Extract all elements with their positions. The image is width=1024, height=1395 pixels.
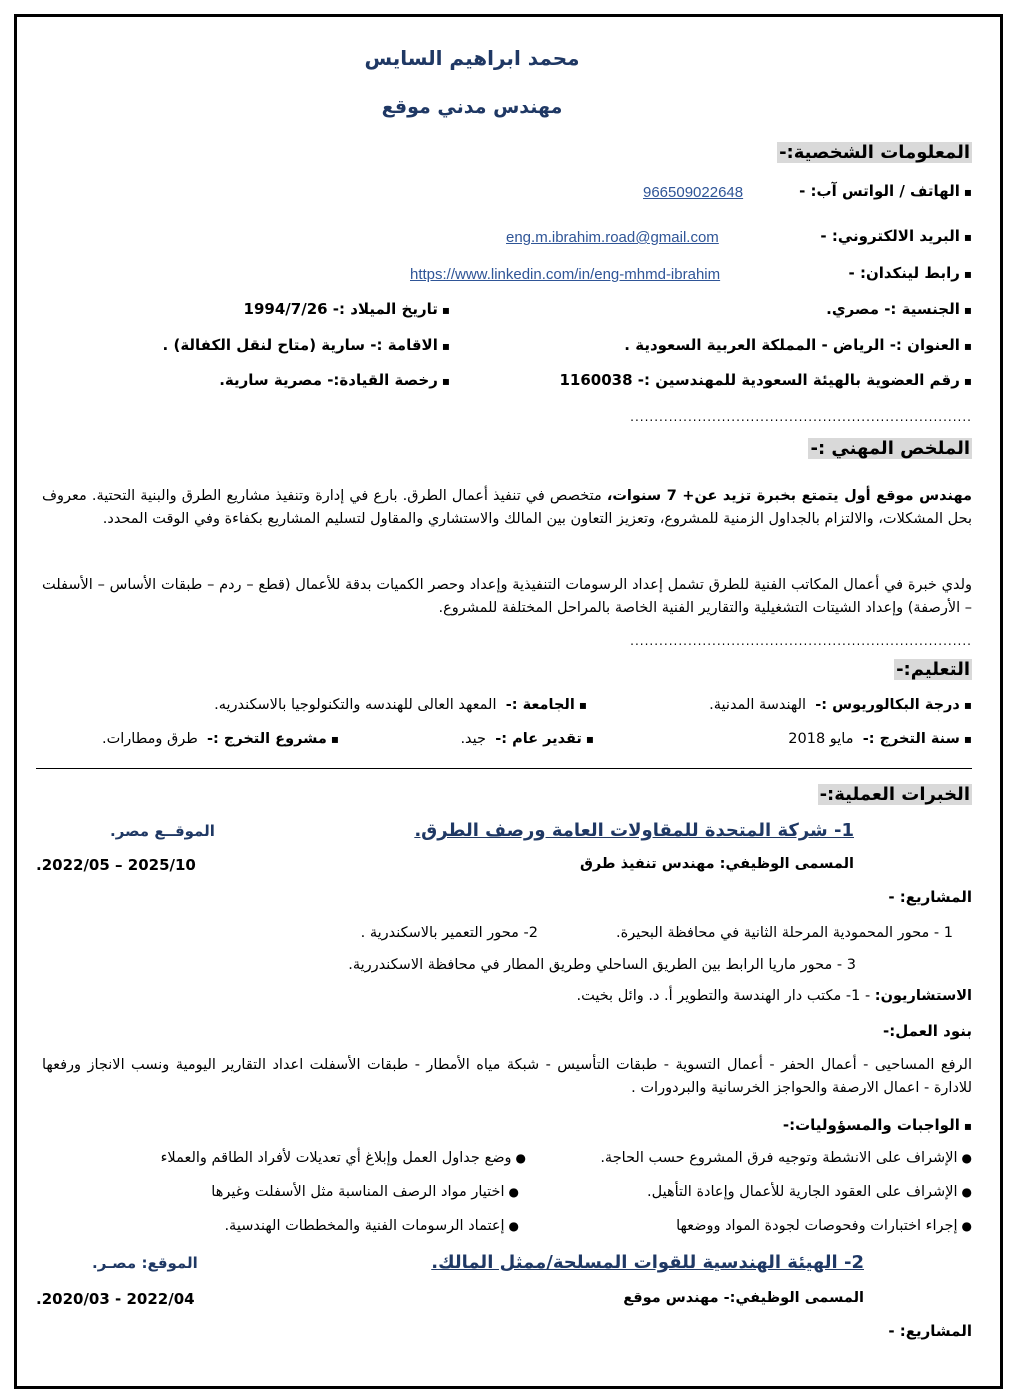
phone-label: الهاتف / الواتس آب: - — [799, 182, 960, 200]
summary-lead: مهندس موقع أول يتمتع بخبرة تزيد عن+ 7 سنوات، — [606, 488, 972, 504]
membership: ▪رقم العضوية بالهيئة السعودية للمهندسين :- 1160038 — [559, 371, 972, 389]
dotted-divider: ....................................................................... — [630, 410, 972, 424]
job2-location: الموقع: مصـر. — [92, 1254, 198, 1272]
bullet-icon: ▪ — [963, 698, 972, 712]
duty-1: ●الإشراف على الانشطة وتوجيه فرق المشروع حسب الحاجة. — [600, 1150, 972, 1166]
job1-period: 2025/10 – 2022/05. — [36, 856, 196, 874]
job1-company: 1- شركة المتحدة للمقاولات العامة ورصف الطرق. — [414, 820, 854, 841]
linkedin-row — [849, 264, 973, 282]
job1-project-1: 1 - محور المحمودية المرحلة الثانية في محافظة البحيرة. — [615, 925, 953, 941]
job2-company: 2- الهيئة الهندسية للقوات المسلحة/ممثل المالك. — [431, 1252, 864, 1273]
linkedin-label: رابط لينكدان: - — [848, 264, 960, 282]
email-label: البريد الالكتروني: - — [820, 227, 960, 245]
bullet-icon: ▪ — [963, 267, 972, 281]
email-row — [820, 227, 972, 245]
bullet-icon: ▪ — [963, 339, 972, 353]
job1-location: الموقــع مصر. — [110, 822, 215, 840]
job1-duties-label: ▪الواجبات والمسؤوليات:- — [782, 1116, 972, 1134]
nationality: ▪الجنسية :- مصري. — [826, 300, 972, 318]
section-education: التعليم:- — [896, 659, 970, 680]
bullet-icon: ▪ — [963, 303, 972, 317]
duty-5: ●إجراء اختبارات وفحوصات لجودة المواد ووضعها — [676, 1218, 972, 1234]
job1-items-text: الرفع المساحيى - أعمال الحفر - أعمال التسوية - طبقات التأسيس - شبكة مياه الأمطار - طبقات الأسفلت اعداد التقارير اليومية ونسب الانجاز ورفعها للادارة - اعمال الارصفة والحواجز الخرسانية والبردورات . — [42, 1057, 972, 1096]
section-summary: الملخص المهني :- — [810, 438, 970, 459]
grade: ▪تقدير عام :- جيد. — [460, 731, 594, 747]
bullet-icon: ▪ — [578, 698, 587, 712]
section-personal-info: المعلومات الشخصية:- — [779, 142, 970, 163]
degree: ▪درجة البكالوريوس :- الهندسة المدنية. — [709, 697, 972, 713]
bullet-icon: ▪ — [963, 732, 972, 746]
job2-title: المسمى الوظيفي:- مهندس موقع — [623, 1290, 864, 1306]
summary-p1-text: متخصص في تنفيذ أعمال الطرق. بارع في إدارة وتنفيذ مشاريع الطرق والبنية التحتية. معروف بحل المشكلات، والالتزام بالجداول الزمنية للمشروع، وتعزيز التعاون بين المالك والاستشاري والمقاول لتسليم المشاريع بكفاءة وفي الوقت المحدد. — [42, 488, 972, 527]
duty-4: ●اختيار مواد الرصف المناسبة مثل الأسفلت وغيرها — [211, 1184, 519, 1200]
job1-projects-label: المشاريع: - — [888, 888, 972, 906]
summary-paragraph-1 — [42, 485, 972, 531]
duty-3: ●الإشراف على العقود الجارية للأعمال وإعادة التأهيل. — [646, 1184, 972, 1200]
candidate-name: محمد ابراهيم السايس — [364, 46, 580, 70]
job1-project-3: 3 - محور ماريا الرابط بين الطريق الساحلي وطريق المطار في محافظة الاسكندررية. — [348, 957, 856, 973]
bullet-icon: ▪ — [330, 732, 339, 746]
section-experience: الخبرات العملية:- — [819, 784, 970, 805]
bullet-icon: ● — [961, 1151, 972, 1165]
birthdate: ▪تاريخ الميلاد :- 1994/7/26 — [243, 300, 450, 318]
summary-paragraph-2: ولدي خبرة في أعمال المكاتب الفنية للطرق تشمل إعداد الرسومات التنفيذية وإعداد وحصر الكميات بدقة للأعمال (قطع – ردم – طبقات الأساس – الأسفلت – الأرصفة) وإعداد الشيتات التشغيلية والتقارير الفنية الخاصة بالمراحل المختلفة للمشروع. — [42, 577, 972, 616]
bullet-icon: ● — [515, 1151, 526, 1165]
bullet-icon: ▪ — [441, 303, 450, 317]
job2-period: 2022/04 - 2020/03. — [36, 1290, 195, 1308]
job1-title: المسمى الوظيفي: مهندس تنفيذ طرق — [579, 856, 854, 872]
bullet-icon: ▪ — [441, 374, 450, 388]
duty-6: ●إعتماد الرسومات الفنية والمخططات الهندسية. — [224, 1218, 519, 1234]
university: ▪الجامعة :- المعهد العالى للهندسه والتكنولوجيا بالاسكندريه. — [214, 697, 587, 713]
bullet-icon: ▪ — [963, 185, 972, 199]
bullet-icon: ▪ — [963, 230, 972, 244]
solid-divider — [36, 768, 972, 769]
job1-consultants: الاستشاريون: - 1- مكتب دار الهندسة والتطوير أ. د. وائل بخيت. — [576, 988, 972, 1004]
residency: ▪الاقامة :- سارية (متاح لنقل الكفالة) . — [162, 336, 450, 354]
job1-project-2: 2- محور التعمير بالاسكندرية . — [360, 925, 538, 941]
duty-2: ●وضع جداول العمل وإبلاغ أي تعديلات لأفراد الطاقم والعملاء — [160, 1150, 526, 1166]
bullet-icon: ● — [961, 1185, 972, 1199]
linkedin-link[interactable]: https://www.linkedin.com/in/eng-mhmd-ibrahim — [410, 266, 721, 283]
driving-license: ▪رخصة القيادة:- مصرية سارية. — [219, 371, 450, 389]
phone-link[interactable]: 966509022648 — [643, 184, 744, 201]
bullet-icon: ▪ — [441, 339, 450, 353]
bullet-icon: ● — [508, 1219, 519, 1233]
graduation-project: ▪مشروع التخرج :- طرق ومطارات. — [102, 731, 339, 747]
dotted-divider: ....................................................................... — [630, 634, 972, 648]
address: ▪العنوان :- الرياض - المملكة العربية السعودية . — [624, 336, 972, 354]
bullet-icon: ● — [961, 1219, 972, 1233]
email-link[interactable]: eng.m.ibrahim.road@gmail.com — [506, 229, 719, 246]
job-title: مهندس مدني موقع — [381, 96, 563, 118]
bullet-icon: ● — [508, 1185, 519, 1199]
bullet-icon: ▪ — [963, 374, 972, 388]
phone-row — [799, 182, 972, 200]
bullet-icon: ▪ — [585, 732, 594, 746]
job1-items-label: بنود العمل:- — [883, 1022, 972, 1040]
job2-projects-label: المشاريع: - — [888, 1322, 972, 1340]
bullet-icon: ▪ — [963, 1119, 972, 1133]
graduation-year: ▪سنة التخرج :- مايو 2018 — [788, 731, 972, 747]
